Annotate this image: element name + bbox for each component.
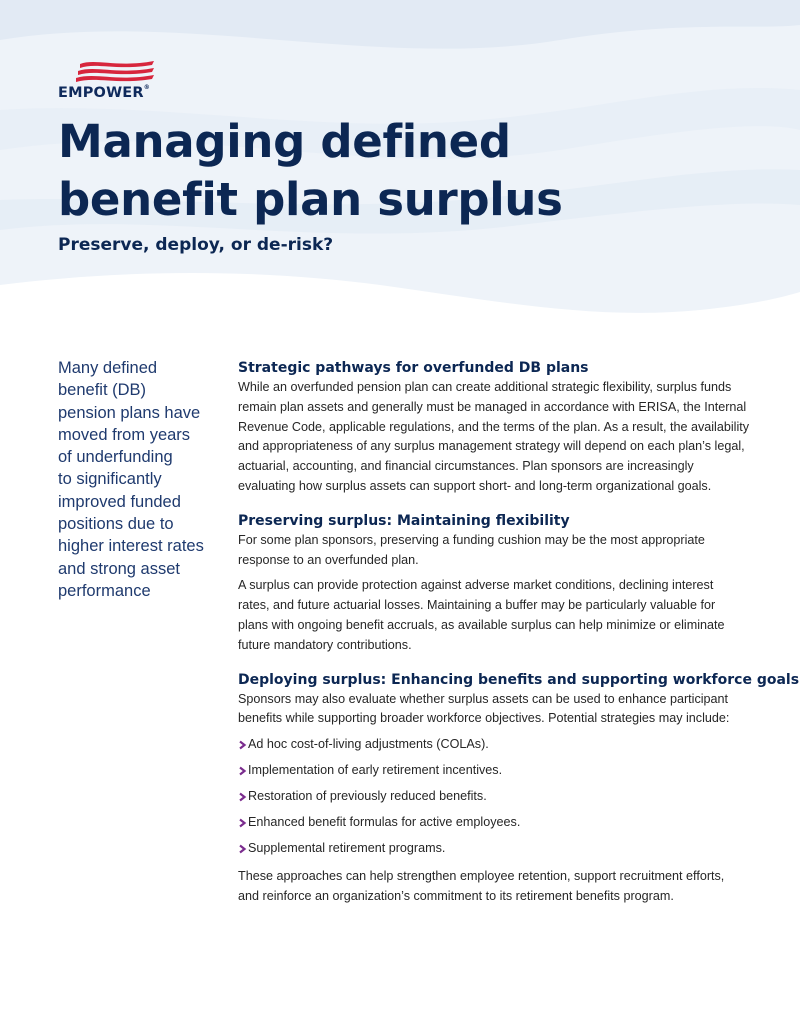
empower-logo bbox=[58, 58, 158, 102]
page-subtitle: Preserve, deploy, or de-risk? bbox=[58, 235, 334, 255]
paragraph-deploying-1: Sponsors may also evaluate whether surplus assets can be used to enhance participant benefits while supporting broader workforce objectives. Potential strategies may include: bbox=[238, 691, 730, 726]
chevron-right-icon bbox=[238, 766, 247, 776]
chevron-right-icon bbox=[238, 792, 247, 802]
bullet-item: Enhanced benefit formulas for active employees. bbox=[238, 810, 768, 836]
page-title: Managing defined benefit plan surplus bbox=[58, 115, 563, 226]
paragraph-preserving-2: A surplus can provide protection against adverse market conditions, declining interest rates, and future actuarial losses. Maintaining a buffer may be particularly valuable for plans with ongoing benefit accruals, as available surplus can help minimize or eliminate future mandatory contributions. bbox=[238, 578, 725, 652]
section-heading-deploying: Deploying surplus: Enhancing benefits and supporting workforce goals bbox=[238, 671, 800, 688]
paragraph-preserving-1: For some plan sponsors, preserving a funding cushion may be the most appropriate response to an overfunded plan. bbox=[238, 532, 705, 567]
section-heading-strategic: Strategic pathways for overfunded DB plans bbox=[238, 360, 589, 376]
chevron-right-icon bbox=[238, 818, 247, 828]
chevron-right-icon bbox=[238, 844, 247, 854]
paragraph-strategic: While an overfunded pension plan can create additional strategic flexibility, surplus funds remain plan assets and generally must be managed in accordance with ERISA, the Internal Revenue Code, applicable regulations, and the terms of the plan. As a result, the availability and appropriateness of any surplus management strategy will depend on each plan’s legal, actuarial, accounting, and financial circumstances. Plan sponsors are increasingly evaluating how surplus assets can support short- and long-term organizational goals. bbox=[238, 380, 750, 493]
section-heading-preserving: Preserving surplus: Maintaining flexibility bbox=[238, 512, 570, 529]
bullet-item: Implementation of early retirement incentives. bbox=[238, 758, 768, 784]
flag-icon bbox=[76, 58, 156, 84]
logo-wordmark: EMPOWER® bbox=[58, 84, 150, 101]
chevron-right-icon bbox=[238, 740, 247, 750]
main-content bbox=[238, 358, 800, 907]
intro-pullquote: Many defined benefit (DB) pension plans have moved from years of underfunding to significantly improved funded positions due to higher interest rates and strong asset performance bbox=[58, 359, 204, 600]
bullet-item: Restoration of previously reduced benefits. bbox=[238, 784, 768, 810]
bullet-item: Supplemental retirement programs. bbox=[238, 836, 768, 862]
paragraph-deploying-2: These approaches can help strengthen employee retention, support recruitment efforts, and reinforce an organization’s commitment to its retirement benefits program. bbox=[238, 869, 725, 903]
bullet-item: Ad hoc cost-of-living adjustments (COLAs). bbox=[238, 732, 768, 758]
